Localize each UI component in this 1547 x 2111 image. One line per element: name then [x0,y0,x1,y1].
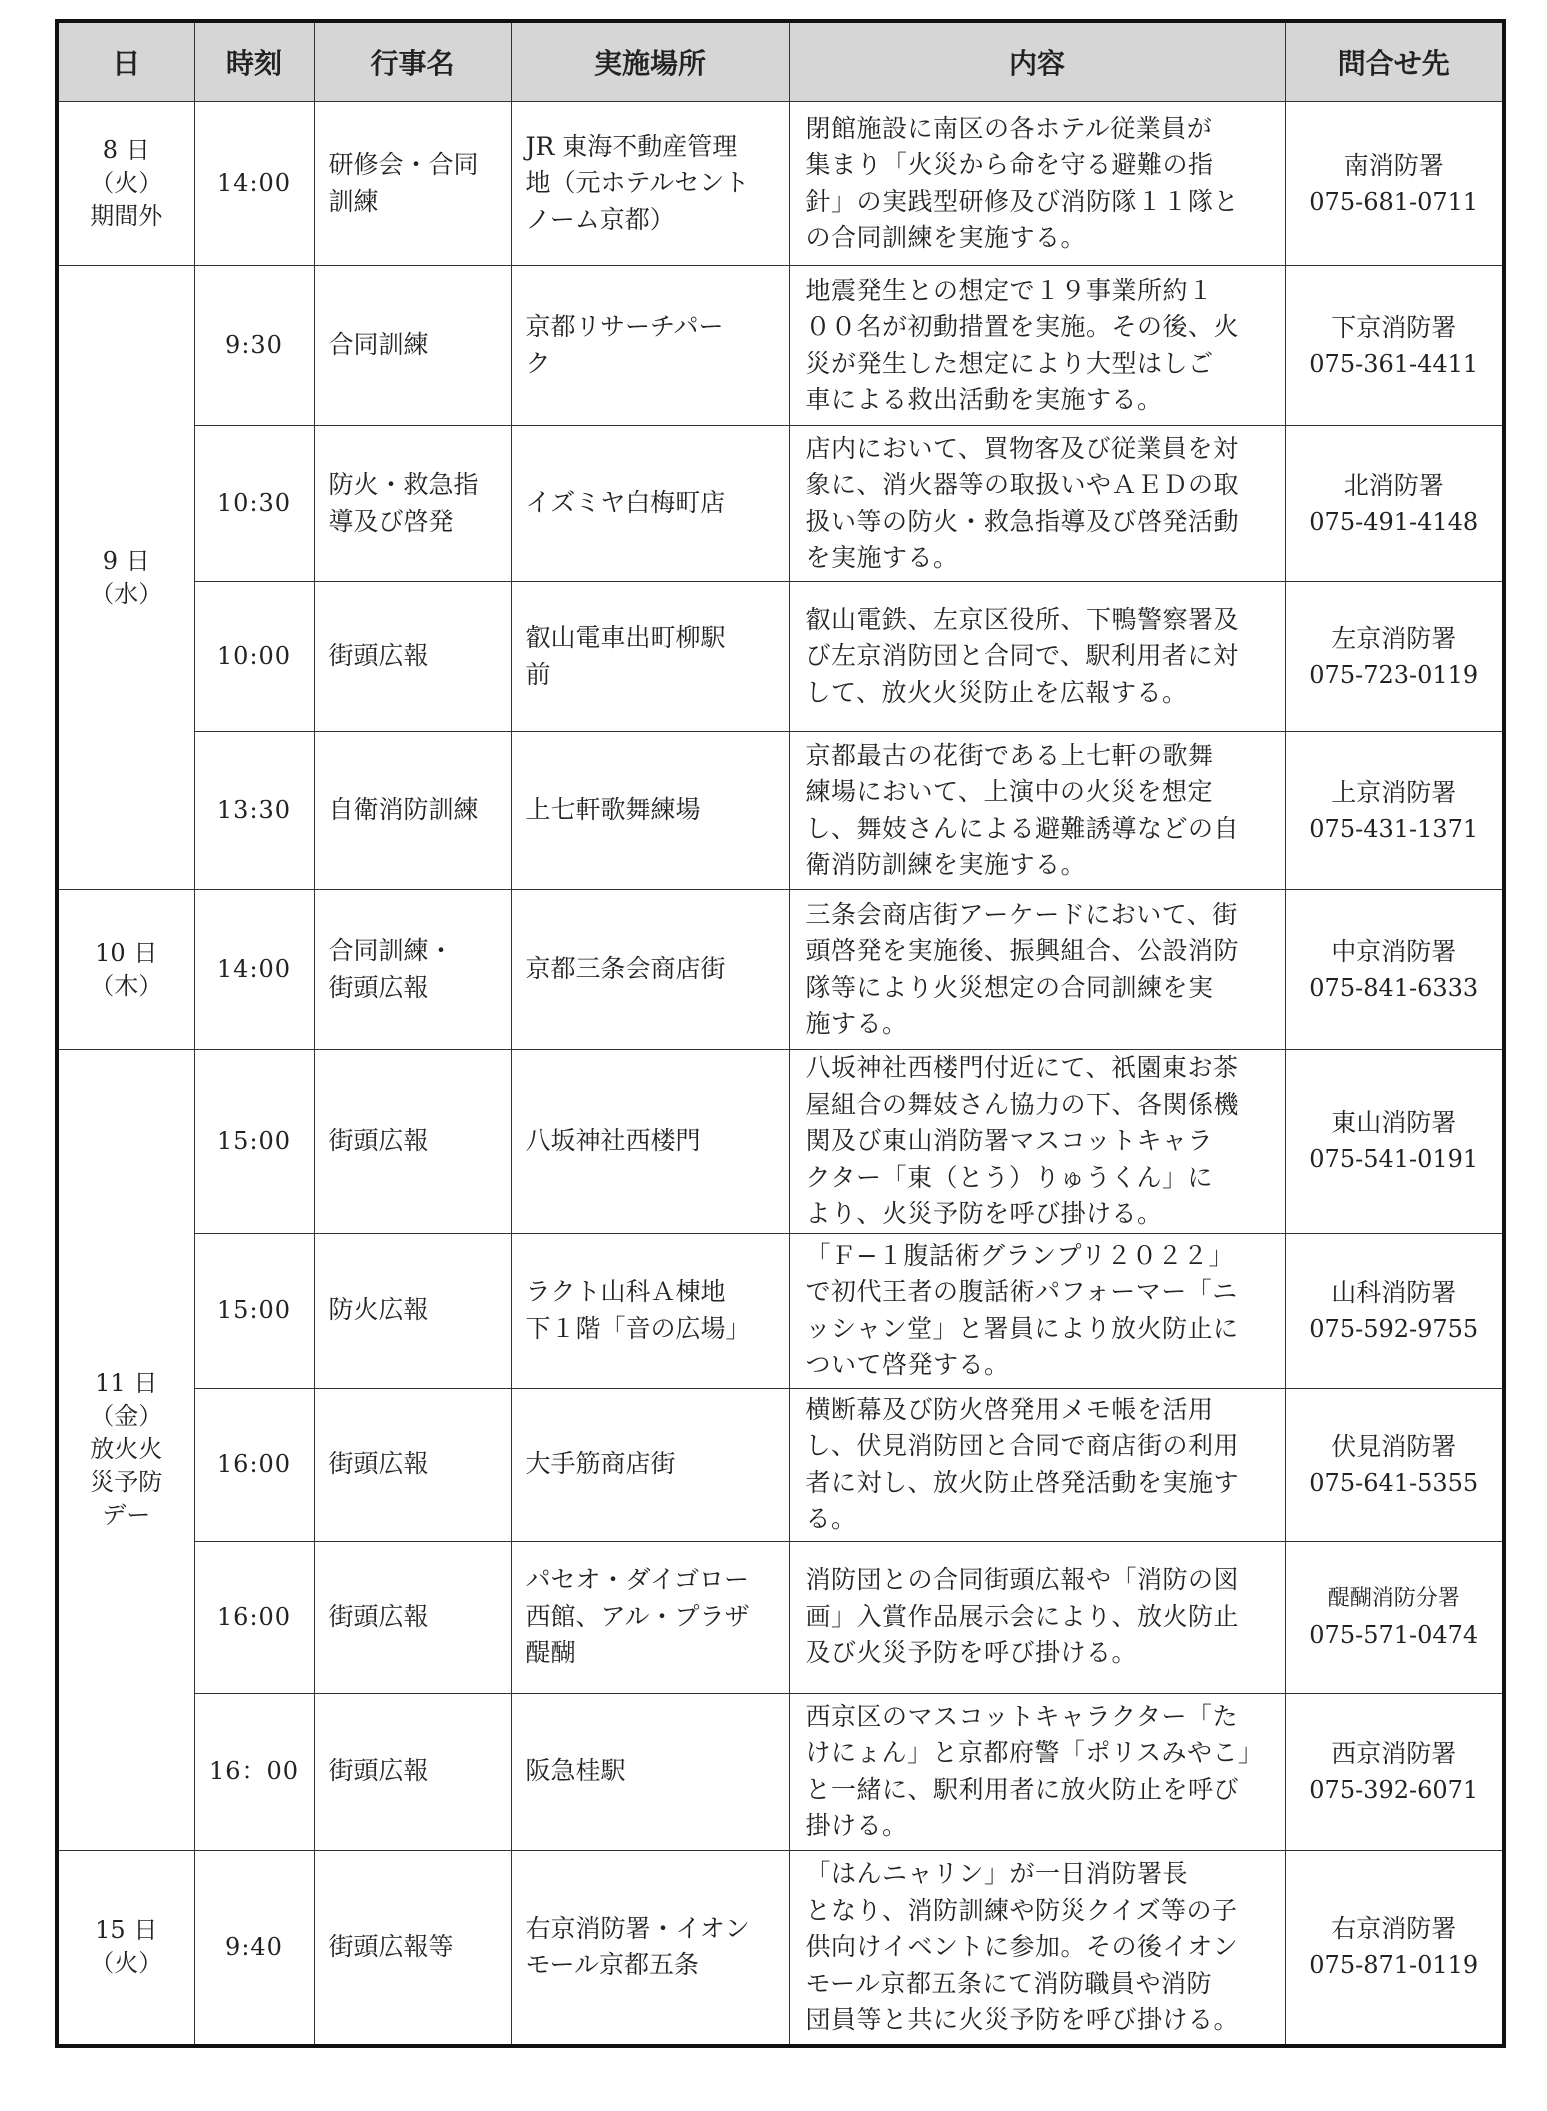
table-row [57,1050,1504,1234]
contact-cell [1285,1388,1504,1541]
contact-cell [1285,426,1504,582]
content-cell: 店内において、買物客及び従業員を対 象に、消火器等の取扱いやＡＥＤの取 扱い等の防火・救急指導及び啓発活動 を実施する。 [789,426,1285,582]
venue-cell: 右京消防署・イオン モール京都五条 [511,1850,789,2046]
content-cell: 消防団との合同街頭広報や「消防の図 画」入賞作品展示会により、放火防止 及び火災予防を呼び掛ける。 [789,1541,1285,1693]
contact-org: 南消防署 [1343,150,1444,180]
header-row [57,21,1504,102]
contact-phone: 075-361-4411 [1309,349,1479,378]
table-row [57,1388,1504,1541]
contact-phone: 075-592-9755 [1309,1314,1479,1343]
contact-phone: 075-841-6333 [1309,973,1479,1002]
time-cell: 15:00 [194,1233,314,1388]
contact-org: 西京消防署 [1331,1738,1457,1768]
content-cell: 「はんニャリン」が一日消防署長 となり、消防訓練や防災クイズ等の子 供向けイベントに参加。その後イオン モール京都五条にて消防職員や消防 団員等と共に火災予防を呼び掛ける。 [789,1850,1285,2046]
contact-phone: 075-571-0474 [1309,1621,1479,1649]
header-content: 内容 [789,21,1285,102]
venue-cell: 京都三条会商店街 [511,890,789,1050]
contact-cell [1285,102,1504,266]
header-time: 時刻 [194,21,314,102]
table-row [57,102,1504,266]
day-cell: 8 日 （火） 期間外 [57,102,194,266]
event-name-cell: 合同訓練 [314,266,511,426]
table-row [57,732,1504,890]
time-cell: 9:40 [194,1850,314,2046]
event-name-cell: 街頭広報等 [314,1850,511,2046]
content-cell: 閉館施設に南区の各ホテル従業員が 集まり「火災から命を守る避難の指 針」の実践型研修及び消防隊１１隊と の合同訓練を実施する。 [789,102,1285,266]
venue-cell: 八坂神社西楼門 [511,1050,789,1234]
time-cell: 14:00 [194,102,314,266]
content-cell: 地震発生との想定で１９事業所約１ ００名が初動措置を実施。その後、火 災が発生した想定により大型はしご 車による救出活動を実施する。 [789,266,1285,426]
contact-cell [1285,1233,1504,1388]
event-name-cell: 街頭広報 [314,582,511,732]
table-row [57,266,1504,426]
venue-cell: 阪急桂駅 [511,1693,789,1850]
time-cell: 16:00 [194,1388,314,1541]
day-cell: 10 日 （木） [57,890,194,1050]
contact-org: 醍醐消防分署 [1327,1586,1460,1611]
table-row [57,426,1504,582]
header-day: 日 [57,21,194,102]
contact-cell [1285,890,1504,1050]
content-cell: 「Ｆ−１腹話術グランプリ２０２２」 で初代王者の腹話術パフォーマー「ニ ッシャン堂」と署員により放火防止に ついて啓発する。 [789,1233,1285,1388]
contact-org: 山科消防署 [1331,1277,1457,1307]
day-cell: 11 日 （金） 放火火 災予防 デー [57,1050,194,1851]
contact-phone: 075-392-6071 [1309,1775,1479,1804]
contact-cell [1285,582,1504,732]
venue-cell: 上七軒歌舞練場 [511,732,789,890]
table-row [57,890,1504,1050]
contact-cell [1285,1541,1504,1693]
time-cell: 9:30 [194,266,314,426]
contact-phone: 075-871-0119 [1309,1951,1479,1980]
content-cell: 京都最古の花街である上七軒の歌舞 練場において、上演中の火災を想定 し、舞妓さんによる避難誘導などの自 衛消防訓練を実施する。 [789,732,1285,890]
venue-cell: 叡山電車出町柳駅 前 [511,582,789,732]
contact-phone: 075-491-4148 [1309,507,1479,536]
contact-org: 下京消防署 [1331,312,1457,342]
event-name-cell: 街頭広報 [314,1050,511,1234]
time-cell: 14:00 [194,890,314,1050]
event-name-cell: 合同訓練・ 街頭広報 [314,890,511,1050]
day-cell: 15 日 （火） [57,1850,194,2046]
venue-cell: パセオ・ダイゴロー 西館、アル・プラザ 醍醐 [511,1541,789,1693]
contact-phone: 075-641-5355 [1309,1468,1479,1497]
day-cell: 9 日 （水） [57,266,194,890]
time-cell: 16:00 [194,1541,314,1693]
header-event-name: 行事名 [314,21,511,102]
contact-cell [1285,732,1504,890]
event-name-cell: 街頭広報 [314,1693,511,1850]
table-row [57,582,1504,732]
contact-org: 右京消防署 [1331,1914,1457,1944]
event-name-cell: 自衛消防訓練 [314,732,511,890]
content-cell: 八坂神社西楼門付近にて、祇園東お茶 屋組合の舞妓さん協力の下、各関係機 関及び東山消防署マスコットキャラ クター「東（とう）りゅうくん」に より、火災予防を呼び掛ける。 [789,1050,1285,1234]
table-row [57,1541,1504,1693]
venue-cell: イズミヤ白梅町店 [511,426,789,582]
time-cell: 10:30 [194,426,314,582]
time-cell: 15:00 [194,1050,314,1234]
venue-cell: 大手筋商店街 [511,1388,789,1541]
event-name-cell: 防火・救急指 導及び啓発 [314,426,511,582]
contact-phone: 075-681-0711 [1309,187,1479,216]
content-cell: 三条会商店街アーケードにおいて、街 頭啓発を実施後、振興組合、公設消防 隊等により火災想定の合同訓練を実 施する。 [789,890,1285,1050]
contact-org: 中京消防署 [1331,936,1457,966]
table-row [57,1850,1504,2046]
event-name-cell: 街頭広報 [314,1388,511,1541]
event-name-cell: 防火広報 [314,1233,511,1388]
contact-phone: 075-723-0119 [1309,660,1479,689]
header-venue: 実施場所 [511,21,789,102]
event-name-cell: 街頭広報 [314,1541,511,1693]
content-cell: 横断幕及び防火啓発用メモ帳を活用 し、伏見消防団と合同で商店街の利用 者に対し、放火防止啓発活動を実施す る。 [789,1388,1285,1541]
time-cell: 13:30 [194,732,314,890]
event-name-cell: 研修会・合同 訓練 [314,102,511,266]
contact-org: 北消防署 [1343,470,1444,500]
contact-org: 伏見消防署 [1331,1431,1457,1461]
table-row [57,1693,1504,1850]
venue-cell: 京都リサーチパー ク [511,266,789,426]
time-cell: 16：00 [194,1693,314,1850]
venue-cell: JR 東海不動産管理 地（元ホテルセント ノーム京都） [511,102,789,266]
venue-cell: ラクト山科Ａ棟地 下１階「音の広場」 [511,1233,789,1388]
contact-org: 左京消防署 [1331,623,1457,653]
contact-cell [1285,1050,1504,1234]
content-cell: 叡山電鉄、左京区役所、下鴨警察署及 び左京消防団と合同で、駅利用者に対 して、放火火災防止を広報する。 [789,582,1285,732]
time-cell: 10:00 [194,582,314,732]
contact-cell [1285,1693,1504,1850]
contact-phone: 075-431-1371 [1309,814,1479,843]
content-cell: 西京区のマスコットキャラクター「た けにょん」と京都府警「ポリスみやこ」 と一緒に、駅利用者に放火防止を呼び 掛ける。 [789,1693,1285,1850]
contact-cell [1285,266,1504,426]
event-schedule-table [55,19,1506,2048]
contact-cell [1285,1850,1504,2046]
contact-org: 上京消防署 [1331,777,1457,807]
contact-phone: 075-541-0191 [1309,1145,1479,1174]
header-contact: 問合せ先 [1285,21,1504,102]
contact-org: 東山消防署 [1331,1108,1457,1138]
table-row [57,1233,1504,1388]
